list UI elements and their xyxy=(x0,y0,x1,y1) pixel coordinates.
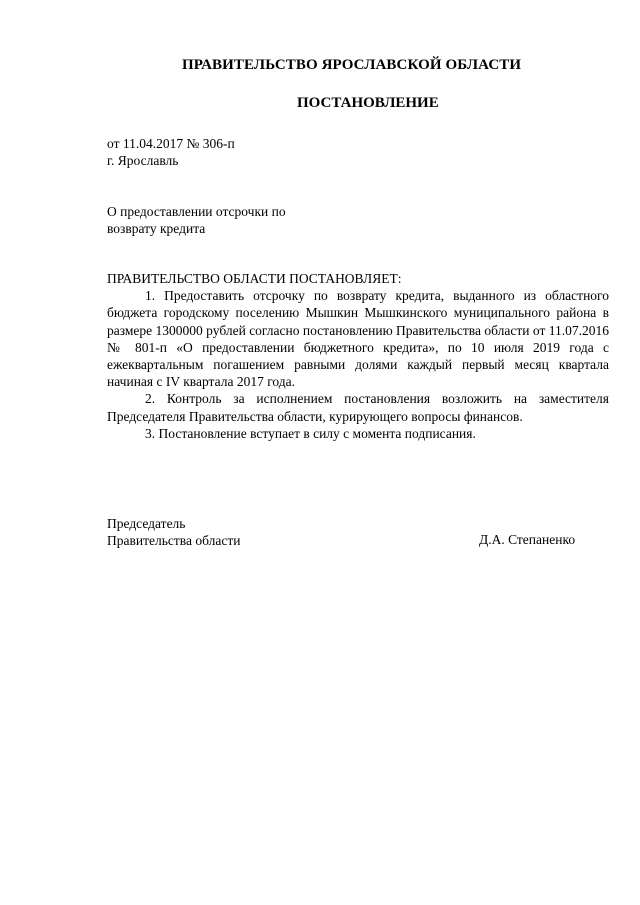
document-body xyxy=(107,270,609,442)
document-type-heading: ПОСТАНОВЛЕНИЕ xyxy=(297,95,439,111)
body-item-3: 3. Постановление вступает в силу с момента подписания. xyxy=(145,425,476,441)
body-item-2: 2. Контроль за исполнением постановления возложить на заместителя Председателя Правительства области, курирующего вопросы финансов. xyxy=(107,391,609,424)
subject-line-1: О предоставлении отсрочки по xyxy=(107,204,286,219)
document-subject xyxy=(107,203,286,237)
body-item-1: 1. Предоставить отсрочку по возврату кредита, выданного из областного бюджета городскому поселению Мышкин Мышкинского муниципального района в размере 1300000 рублей согласно постановлению Правительства области от 11.07.2016 № 801-п «О предоставлении бюджетного кредита», по 10 июля 2019 года с ежеквартальным погашением равными долями каждый первый месяц квартала начиная с IV квартала 2017 года. xyxy=(107,288,609,390)
government-title: ПРАВИТЕЛЬСТВО ЯРОСЛАВСКОЙ ОБЛАСТИ xyxy=(182,57,522,73)
signatory-name: Д.А. Степаненко xyxy=(479,532,576,547)
date-number: от 11.04.2017 № 306-п xyxy=(107,136,235,151)
subject-line-2: возврату кредита xyxy=(107,221,206,236)
signatory-position xyxy=(107,515,240,549)
position-line-2: Правительства области xyxy=(107,533,241,548)
city: г. Ярославль xyxy=(107,153,179,168)
position-line-1: Председатель xyxy=(107,516,186,531)
document-meta xyxy=(107,135,235,169)
body-lead: ПРАВИТЕЛЬСТВО ОБЛАСТИ ПОСТАНОВЛЯЕТ: xyxy=(107,271,402,286)
